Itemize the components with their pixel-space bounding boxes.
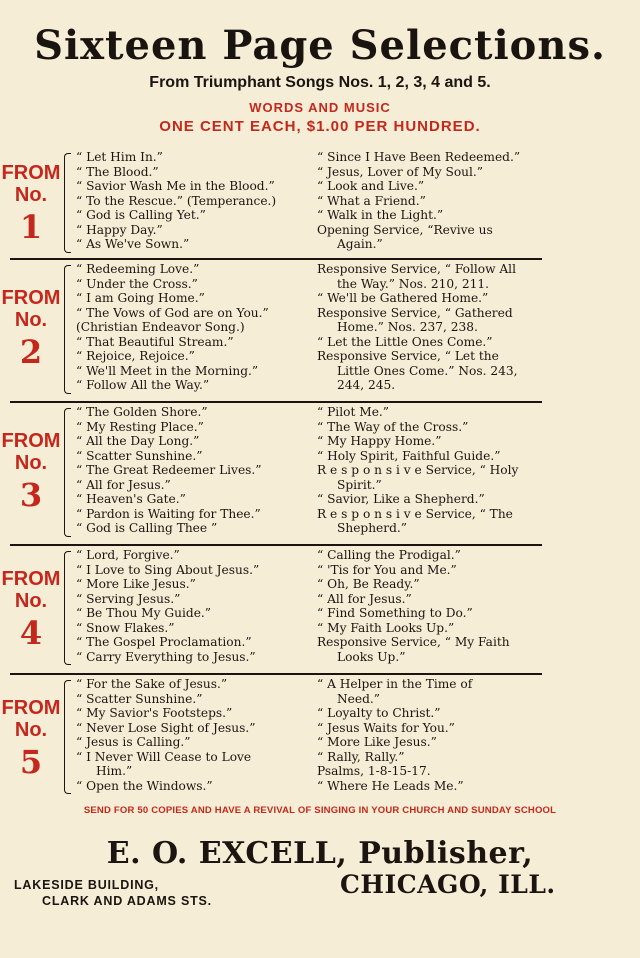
song-title: “ Rejoice, Rejoice.” [76,349,195,363]
song-title: “ What a Friend.” [317,193,426,208]
song-title: “ Pardon is Waiting for Thee.” [76,506,261,521]
song-title: “ All for Jesus.” [317,591,412,606]
label-no: No. [14,452,48,474]
song-title: “ Savior Wash Me in the Blood.” [76,179,275,193]
song-title: “ Under the Cross.” [76,276,198,291]
song-title: the Way.” Nos. 210, 211. [337,276,489,291]
song-title: “ Holy Spirit, Faithful Guide.” [317,448,501,463]
song-title: 244, 245. [337,378,396,392]
label-from: FROM [1,697,61,719]
song-title: “ Loyalty to Christ.” [317,706,441,720]
song-title: “ The Way of the Cross.” [317,419,469,434]
label-no: No. [14,184,48,206]
label-no: No. [14,719,48,741]
song-title: “ To the Rescue.” (Temperance.) [76,193,277,208]
song-title: Responsive Service, “ Follow All [317,262,516,276]
song-title: “ Calling the Prodigal.” [317,548,461,562]
song-title: Again.” [337,237,383,251]
song-title: “ Rally, Rally.” [317,749,405,764]
song-title: “ My Resting Place.” [76,419,204,434]
song-title: “ Pilot Me.” [317,405,390,419]
song-title: “ Jesus Waits for You.” [317,720,455,735]
label-number: 1 [19,208,43,246]
song-title: “ Jesus is Calling.” [76,735,191,749]
song-title: “ Scatter Sunshine.” [76,448,203,463]
song-title: (Christian Endeavor Song.) [76,320,245,334]
left-song-list [76,262,302,393]
song-title: “ More Like Jesus.” [76,577,196,591]
song-title: “ That Beautiful Stream.” [76,334,234,349]
page-subtitle: From Triumphant Songs Nos. 1, 2, 3, 4 and 5. [149,74,491,91]
song-title: “ The Great Redeemer Lives.” [76,463,262,477]
song-title: “ The Vows of God are on You.” [76,305,269,320]
song-title: “ Let the Little Ones Come.” [317,334,493,349]
song-title: “ The Blood.” [76,164,159,179]
song-title: Him.” [96,764,133,778]
song-title: “ The Golden Shore.” [76,405,208,419]
label-from: FROM [1,568,61,590]
song-title: Responsive Service, “ My Faith [317,635,510,649]
section-label [0,430,62,514]
song-title: “ God is Calling Thee ” [76,521,218,535]
section-label [0,568,62,652]
label-from: FROM [1,287,61,309]
right-song-list [317,548,539,664]
song-title: “ Savior, Like a Shepherd.” [317,492,485,506]
page-title: Sixteen Page Selections. [34,22,606,69]
song-title: “ The Gospel Proclamation.” [76,635,252,649]
song-title: Responsive Service, “ Gathered [317,305,513,320]
address-line-2: CLARK AND ADAMS STS. [42,894,212,908]
section-no-4 [0,548,640,672]
pricing-line-2: ONE CENT EACH, $1.00 PER HUNDRED. [159,118,481,135]
song-title: Spirit.” [337,477,382,492]
song-title: Home.” Nos. 237, 238. [337,320,478,334]
send-notice: SEND FOR 50 COPIES AND HAVE A REVIVAL OF SINGING IN YOUR CHURCH AND SUNDAY SCHOOL [83,805,557,816]
section-divider [10,673,542,675]
song-title: “ I Love to Sing About Jesus.” [76,562,260,577]
left-song-list [76,150,302,252]
section-divider [10,258,542,260]
song-title: “ Scatter Sunshine.” [76,691,203,706]
song-title: “ Walk in the Light.” [317,208,444,222]
song-title: “ Heaven's Gate.” [76,492,186,506]
song-title: “ Never Lose Sight of Jesus.” [76,720,256,735]
label-no: No. [14,309,48,331]
song-title: “ My Happy Home.” [317,434,442,448]
label-number: 5 [19,743,43,781]
song-title: “ 'Tis for You and Me.” [317,562,457,577]
song-title: “ I am Going Home.” [76,291,205,305]
song-title: “ Let Him In.” [76,150,163,164]
section-no-1 [0,150,640,258]
label-no: No. [14,590,48,612]
left-song-list [76,548,302,664]
song-title: “ Open the Windows.” [76,778,213,793]
section-no-5 [0,677,640,795]
left-song-list [76,677,302,793]
song-title: “ More Like Jesus.” [317,735,437,749]
song-title: “ My Faith Looks Up.” [317,620,455,635]
song-title: Little Ones Come.” Nos. 243, [337,363,518,378]
song-title: “ All for Jesus.” [76,477,171,492]
song-title: “ All the Day Long.” [76,434,200,448]
left-song-list [76,405,302,536]
song-title: “ Since I Have Been Redeemed.” [317,150,521,164]
song-title: Shepherd.” [337,521,408,535]
song-title: “ For the Sake of Jesus.” [76,677,228,691]
section-label [0,287,62,371]
publisher-name: E. O. EXCELL, Publisher, [106,836,534,871]
song-title: Responsive Service, “ Let the [317,349,499,363]
label-number: 3 [19,476,43,514]
brace-icon [64,265,71,394]
song-title: Need.” [337,691,380,706]
song-title: R e s p o n s i v e Service, “ The [317,506,513,521]
brace-icon [64,551,71,665]
song-title: “ As We've Sown.” [76,237,190,251]
song-title: “ Carry Everything to Jesus.” [76,649,256,664]
right-song-list [317,405,539,536]
section-no-3 [0,405,640,543]
song-title: R e s p o n s i v e Service, “ Holy [317,463,519,477]
song-title: “ Snow Flakes.” [76,620,175,635]
song-title: “ God is Calling Yet.” [76,208,206,222]
brace-icon [64,153,71,253]
section-no-2 [0,262,640,400]
section-divider [10,544,542,546]
song-title: “ Serving Jesus.” [76,591,181,606]
song-title: “ Oh, Be Ready.” [317,577,420,591]
label-number: 4 [19,614,43,652]
section-label [0,162,62,246]
label-number: 2 [19,333,43,371]
brace-icon [64,408,71,537]
song-title: “ I Never Will Cease to Love [76,749,252,764]
label-from: FROM [1,162,61,184]
song-title: “ My Savior's Footsteps.” [76,706,233,720]
publisher-city: CHICAGO, ILL. [340,870,556,899]
song-title: “ Redeeming Love.” [76,262,200,276]
right-song-list [317,677,539,793]
song-title: “ A Helper in the Time of [317,677,473,691]
song-title: Psalms, 1-8-15-17. [317,764,431,778]
song-title: “ We'll Meet in the Morning.” [76,363,259,378]
song-title: “ Follow All the Way.” [76,378,210,392]
song-title: Looks Up.” [337,649,406,664]
song-title: “ We'll be Gathered Home.” [317,291,489,305]
address-line-1: LAKESIDE BUILDING, [14,878,159,892]
right-song-list [317,150,539,252]
song-title: Opening Service, “Revive us [317,222,493,237]
song-title: “ Lord, Forgive.” [76,548,180,562]
section-divider [10,401,542,403]
brace-icon [64,680,71,794]
song-title: “ Jesus, Lover of My Soul.” [317,164,484,179]
section-label [0,697,62,781]
song-title: “ Find Something to Do.” [317,606,473,620]
pricing-line-1: WORDS AND MUSIC [249,100,391,115]
song-title: “ Be Thou My Guide.” [76,606,212,620]
song-title: “ Look and Live.” [317,179,425,193]
song-title: “ Where He Leads Me.” [317,778,464,793]
song-title: “ Happy Day.” [76,222,163,237]
right-song-list [317,262,539,393]
label-from: FROM [1,430,61,452]
